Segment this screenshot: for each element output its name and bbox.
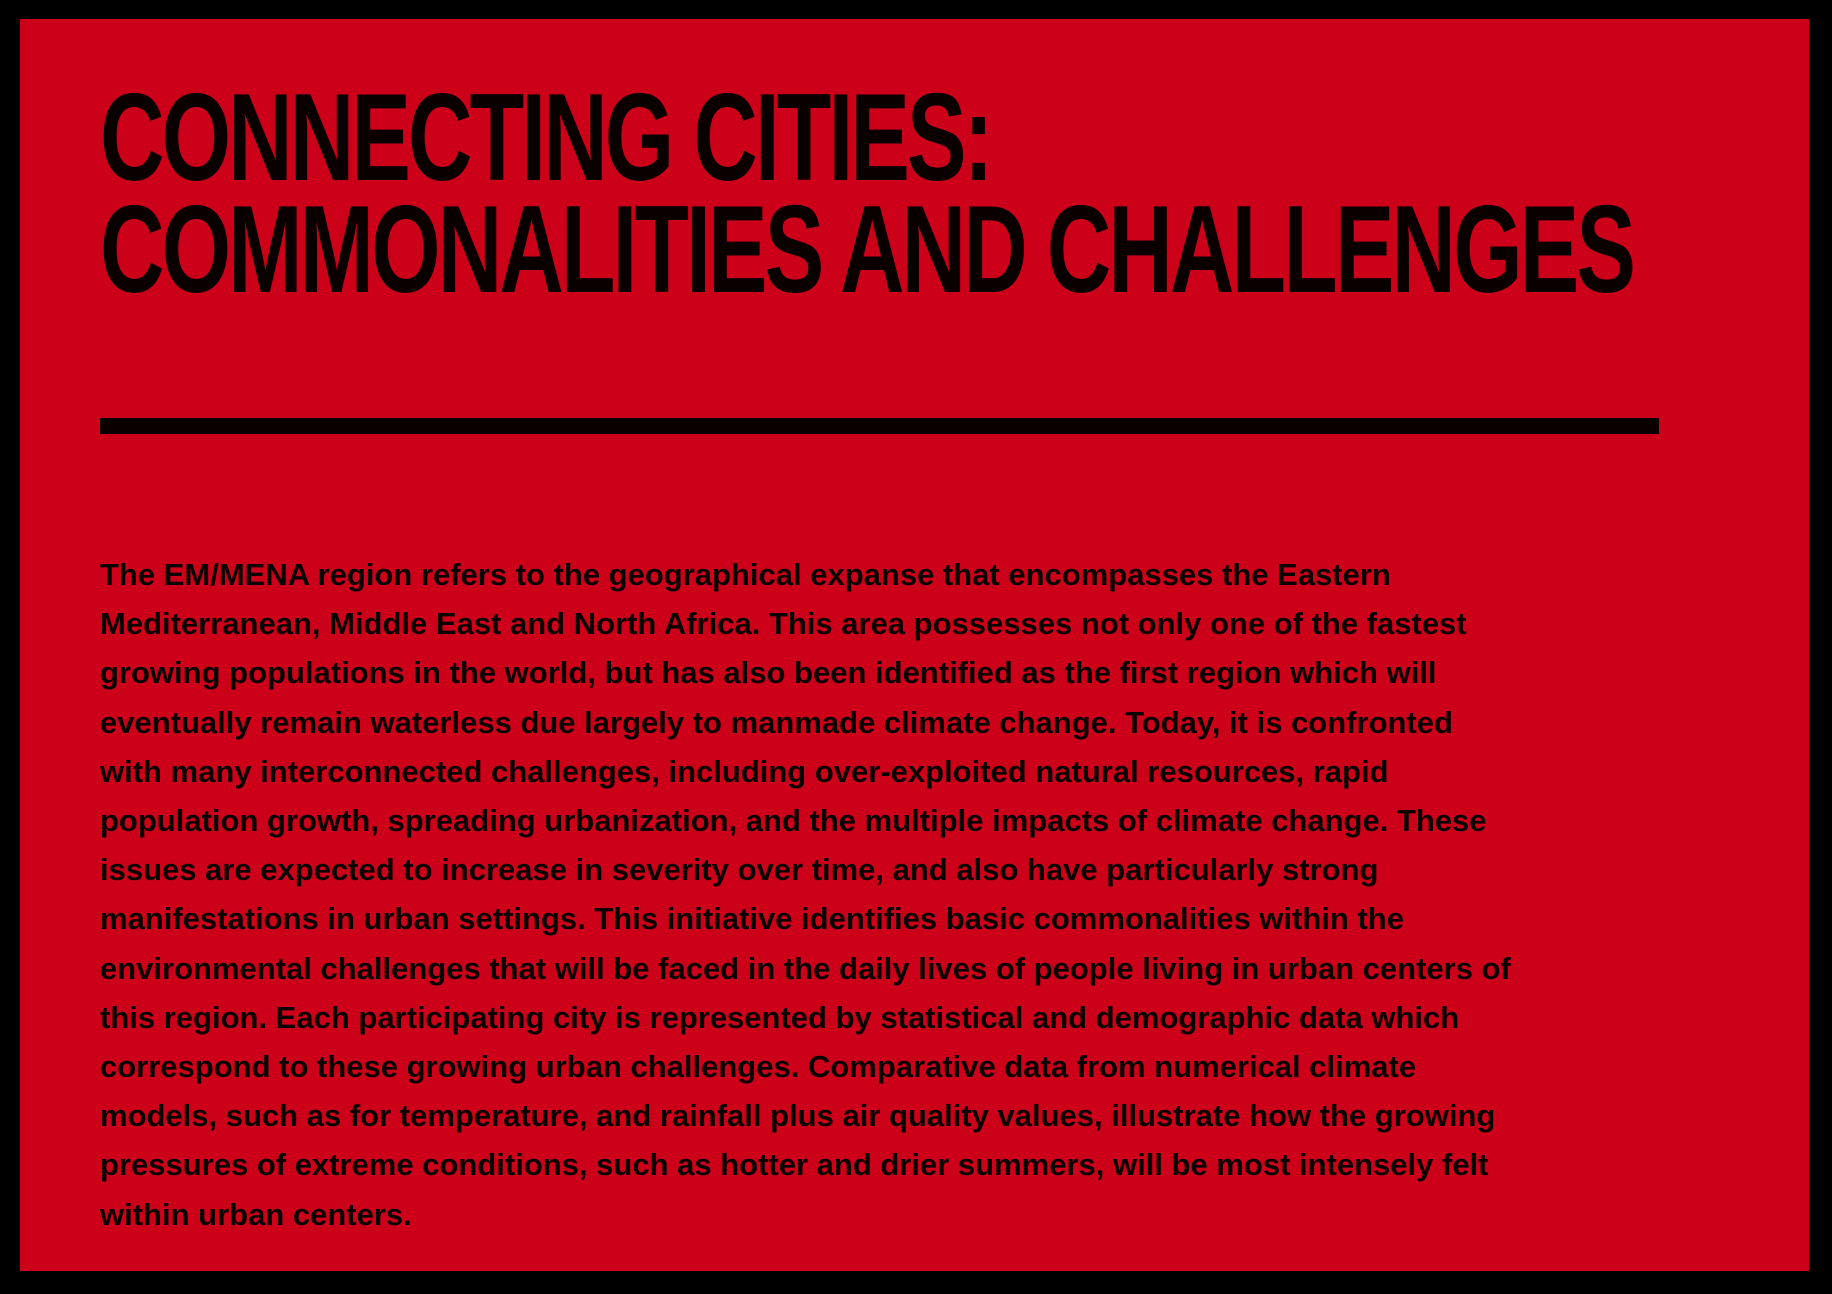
page-title <box>100 69 1633 319</box>
body-line: Mediterranean, Middle East and North Africa. This area possesses not only one of the fastest <box>100 606 1467 642</box>
body-line: pressures of extreme conditions, such as hotter and drier summers, will be most intensely felt <box>100 1147 1489 1183</box>
body-line: environmental challenges that will be faced in the daily lives of people living in urban centers of <box>100 950 1511 986</box>
title-line-2: COMMONALITIES AND CHALLENGES <box>100 181 1633 319</box>
title-divider <box>100 418 1659 434</box>
body-line: correspond to these growing urban challenges. Comparative data from numerical climate <box>100 1049 1417 1085</box>
body-line: population growth, spreading urbanization, and the multiple impacts of climate change. These <box>100 803 1487 839</box>
body-line: growing populations in the world, but has also been identified as the first region which will <box>100 655 1437 691</box>
document-panel <box>20 19 1809 1271</box>
title-line-1: CONNECTING CITIES: <box>100 69 991 207</box>
body-line: eventually remain waterless due largely to manmade climate change. Today, it is confronted <box>100 704 1453 740</box>
body-paragraph <box>100 550 1700 1239</box>
body-line: this region. Each participating city is represented by statistical and demographic data which <box>100 999 1460 1035</box>
body-line: models, such as for temperature, and rainfall plus air quality values, illustrate how the growing <box>100 1098 1496 1134</box>
body-line: within urban centers. <box>100 1196 412 1232</box>
body-line: issues are expected to increase in severity over time, and also have particularly strong <box>100 852 1379 888</box>
body-line: The EM/MENA region refers to the geographical expanse that encompasses the Eastern <box>100 557 1391 592</box>
body-line: manifestations in urban settings. This initiative identifies basic commonalities within the <box>100 901 1404 937</box>
body-line: with many interconnected challenges, including over-exploited natural resources, rapid <box>100 753 1389 789</box>
